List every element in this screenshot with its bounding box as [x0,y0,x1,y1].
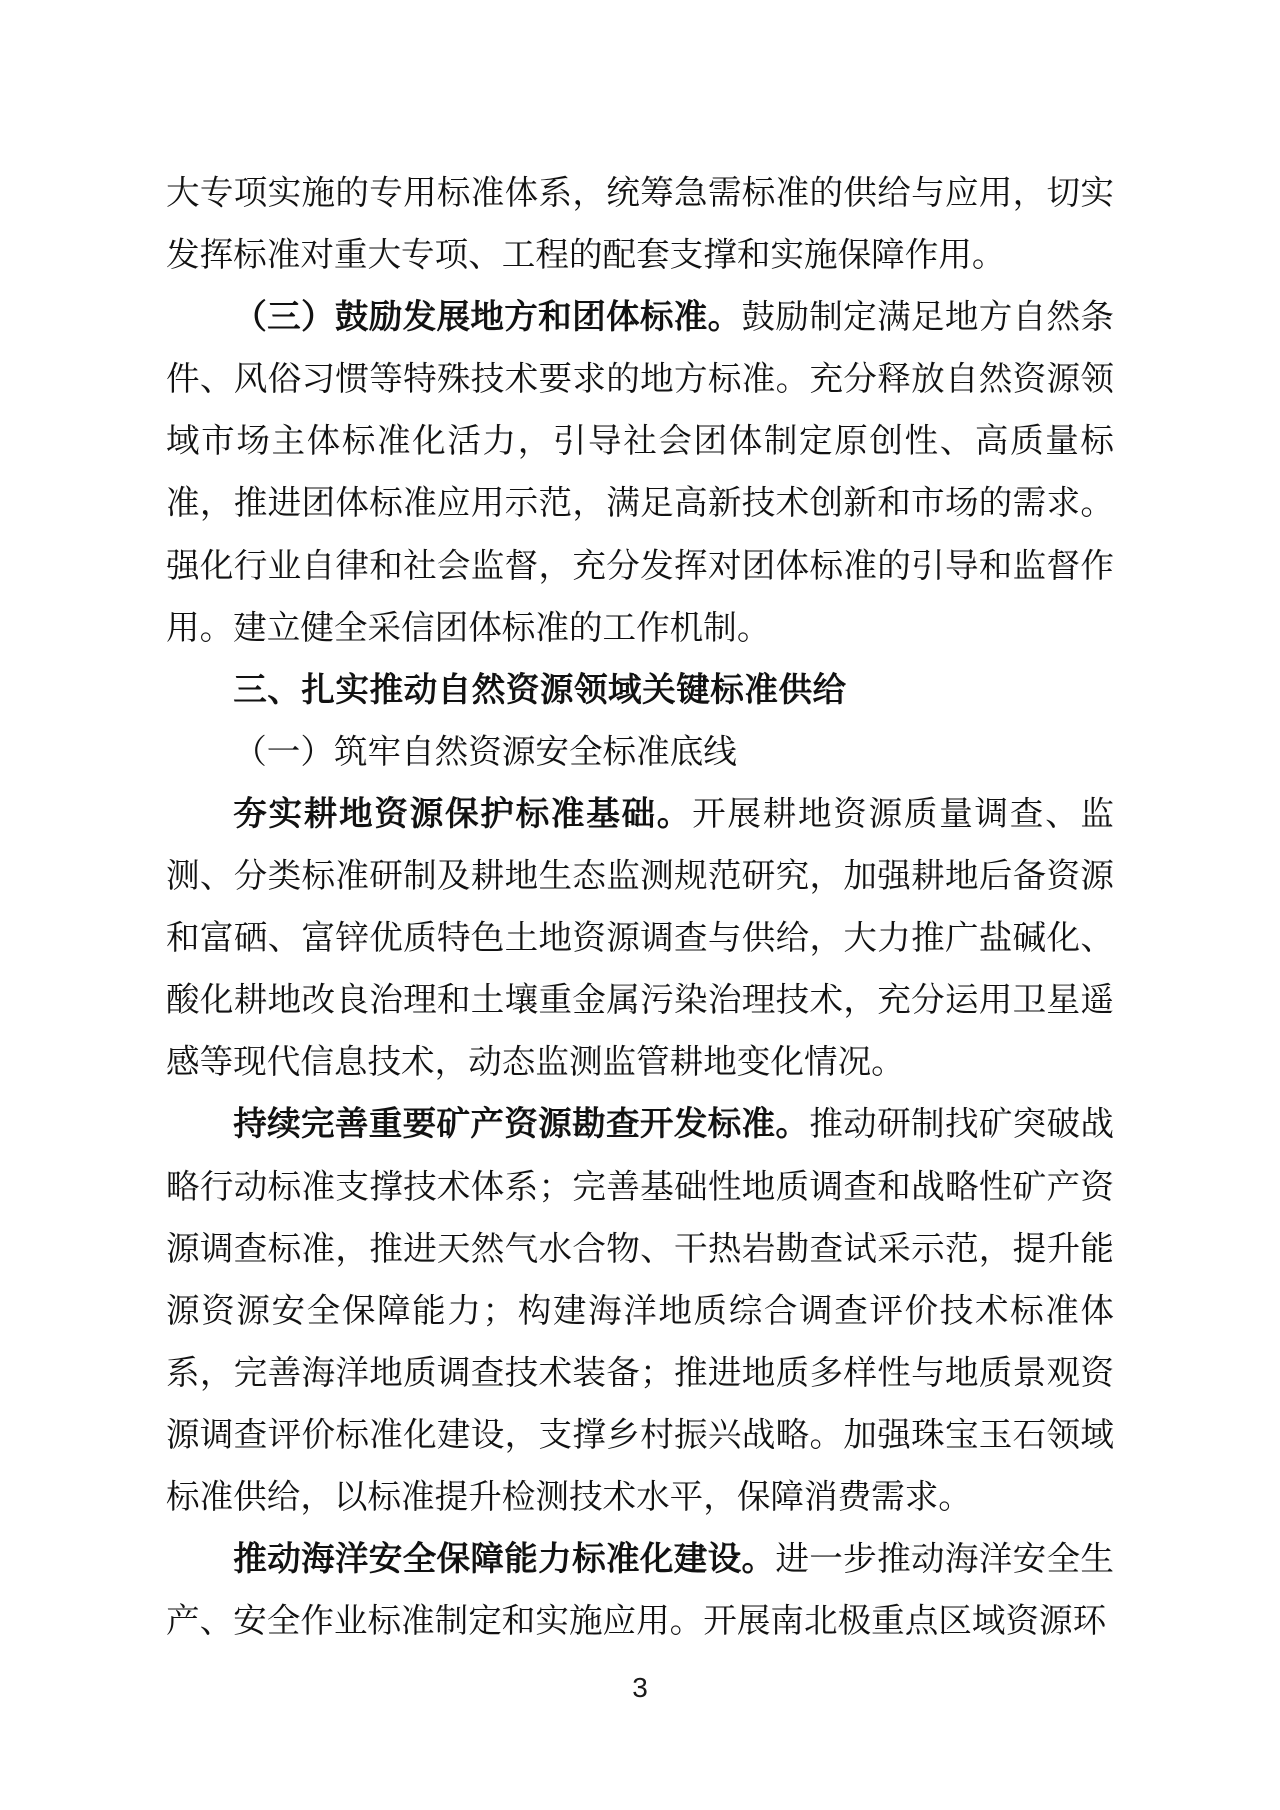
paragraph-lead: 夯实耕地资源保护标准基础。 [233,795,693,833]
section-heading: 三、扎实推动自然资源领域关键标准供给 [233,671,847,709]
document-body [166,163,1114,1653]
paragraph [166,1094,1114,1529]
paragraph [166,287,1114,660]
paragraph-lead: （三）鼓励发展地方和团体标准。 [233,299,742,337]
paragraph-text: 大专项实施的专用标准体系，统筹急需标准的供给与应用，切实发挥标准对重大专项、工程的配套支撑和实施保障作用。 [166,175,1114,275]
paragraph [166,1529,1114,1653]
paragraph-text: 开展耕地资源质量调查、监测、分类标准研制及耕地生态监测规范研究，加强耕地后备资源和富硒、富锌优质特色土地资源调查与供给，大力推广盐碱化、酸化耕地改良治理和土壤重金属污染治理技术，充分运用卫星遥感等现代信息技术，动态监测监管耕地变化情况。 [166,795,1114,1082]
paragraph-text: 推动研制找矿突破战略行动标准支撑技术体系；完善基础性地质调查和战略性矿产资源调查标准，推进天然气水合物、干热岩勘查试采示范，提升能源资源安全保障能力；构建海洋地质综合调查评价技术标准体系，完善海洋地质调查技术装备；推进地质多样性与地质景观资源调查评价标准化建设，支撑乡村振兴战略。加强珠宝玉石领域标准供给，以标准提升检测技术水平，保障消费需求。 [166,1106,1114,1516]
paragraph-lead: 推动海洋安全保障能力标准化建设。 [233,1541,776,1579]
subsection-heading: （一）筑牢自然资源安全标准底线 [233,733,737,771]
paragraph [166,784,1114,1094]
page-footer [0,1671,1280,1705]
paragraph-lead: 持续完善重要矿产资源勘查开发标准。 [233,1106,810,1144]
page-number: 3 [632,1672,648,1703]
paragraph-text: 进一步推动海洋安全生产、安全作业标准制定和实施应用。开展南北极重点区域资源环 [166,1541,1114,1641]
paragraph-continuation [166,163,1114,287]
paragraph-text: 鼓励制定满足地方自然条件、风俗习惯等特殊技术要求的地方标准。充分释放自然资源领域市场主体标准化活力，引导社会团体制定原创性、高质量标准，推进团体标准应用示范，满足高新技术创新和市场的需求。强化行业自律和社会监督，充分发挥对团体标准的引导和监督作用。建立健全采信团体标准的工作机制。 [166,299,1114,647]
